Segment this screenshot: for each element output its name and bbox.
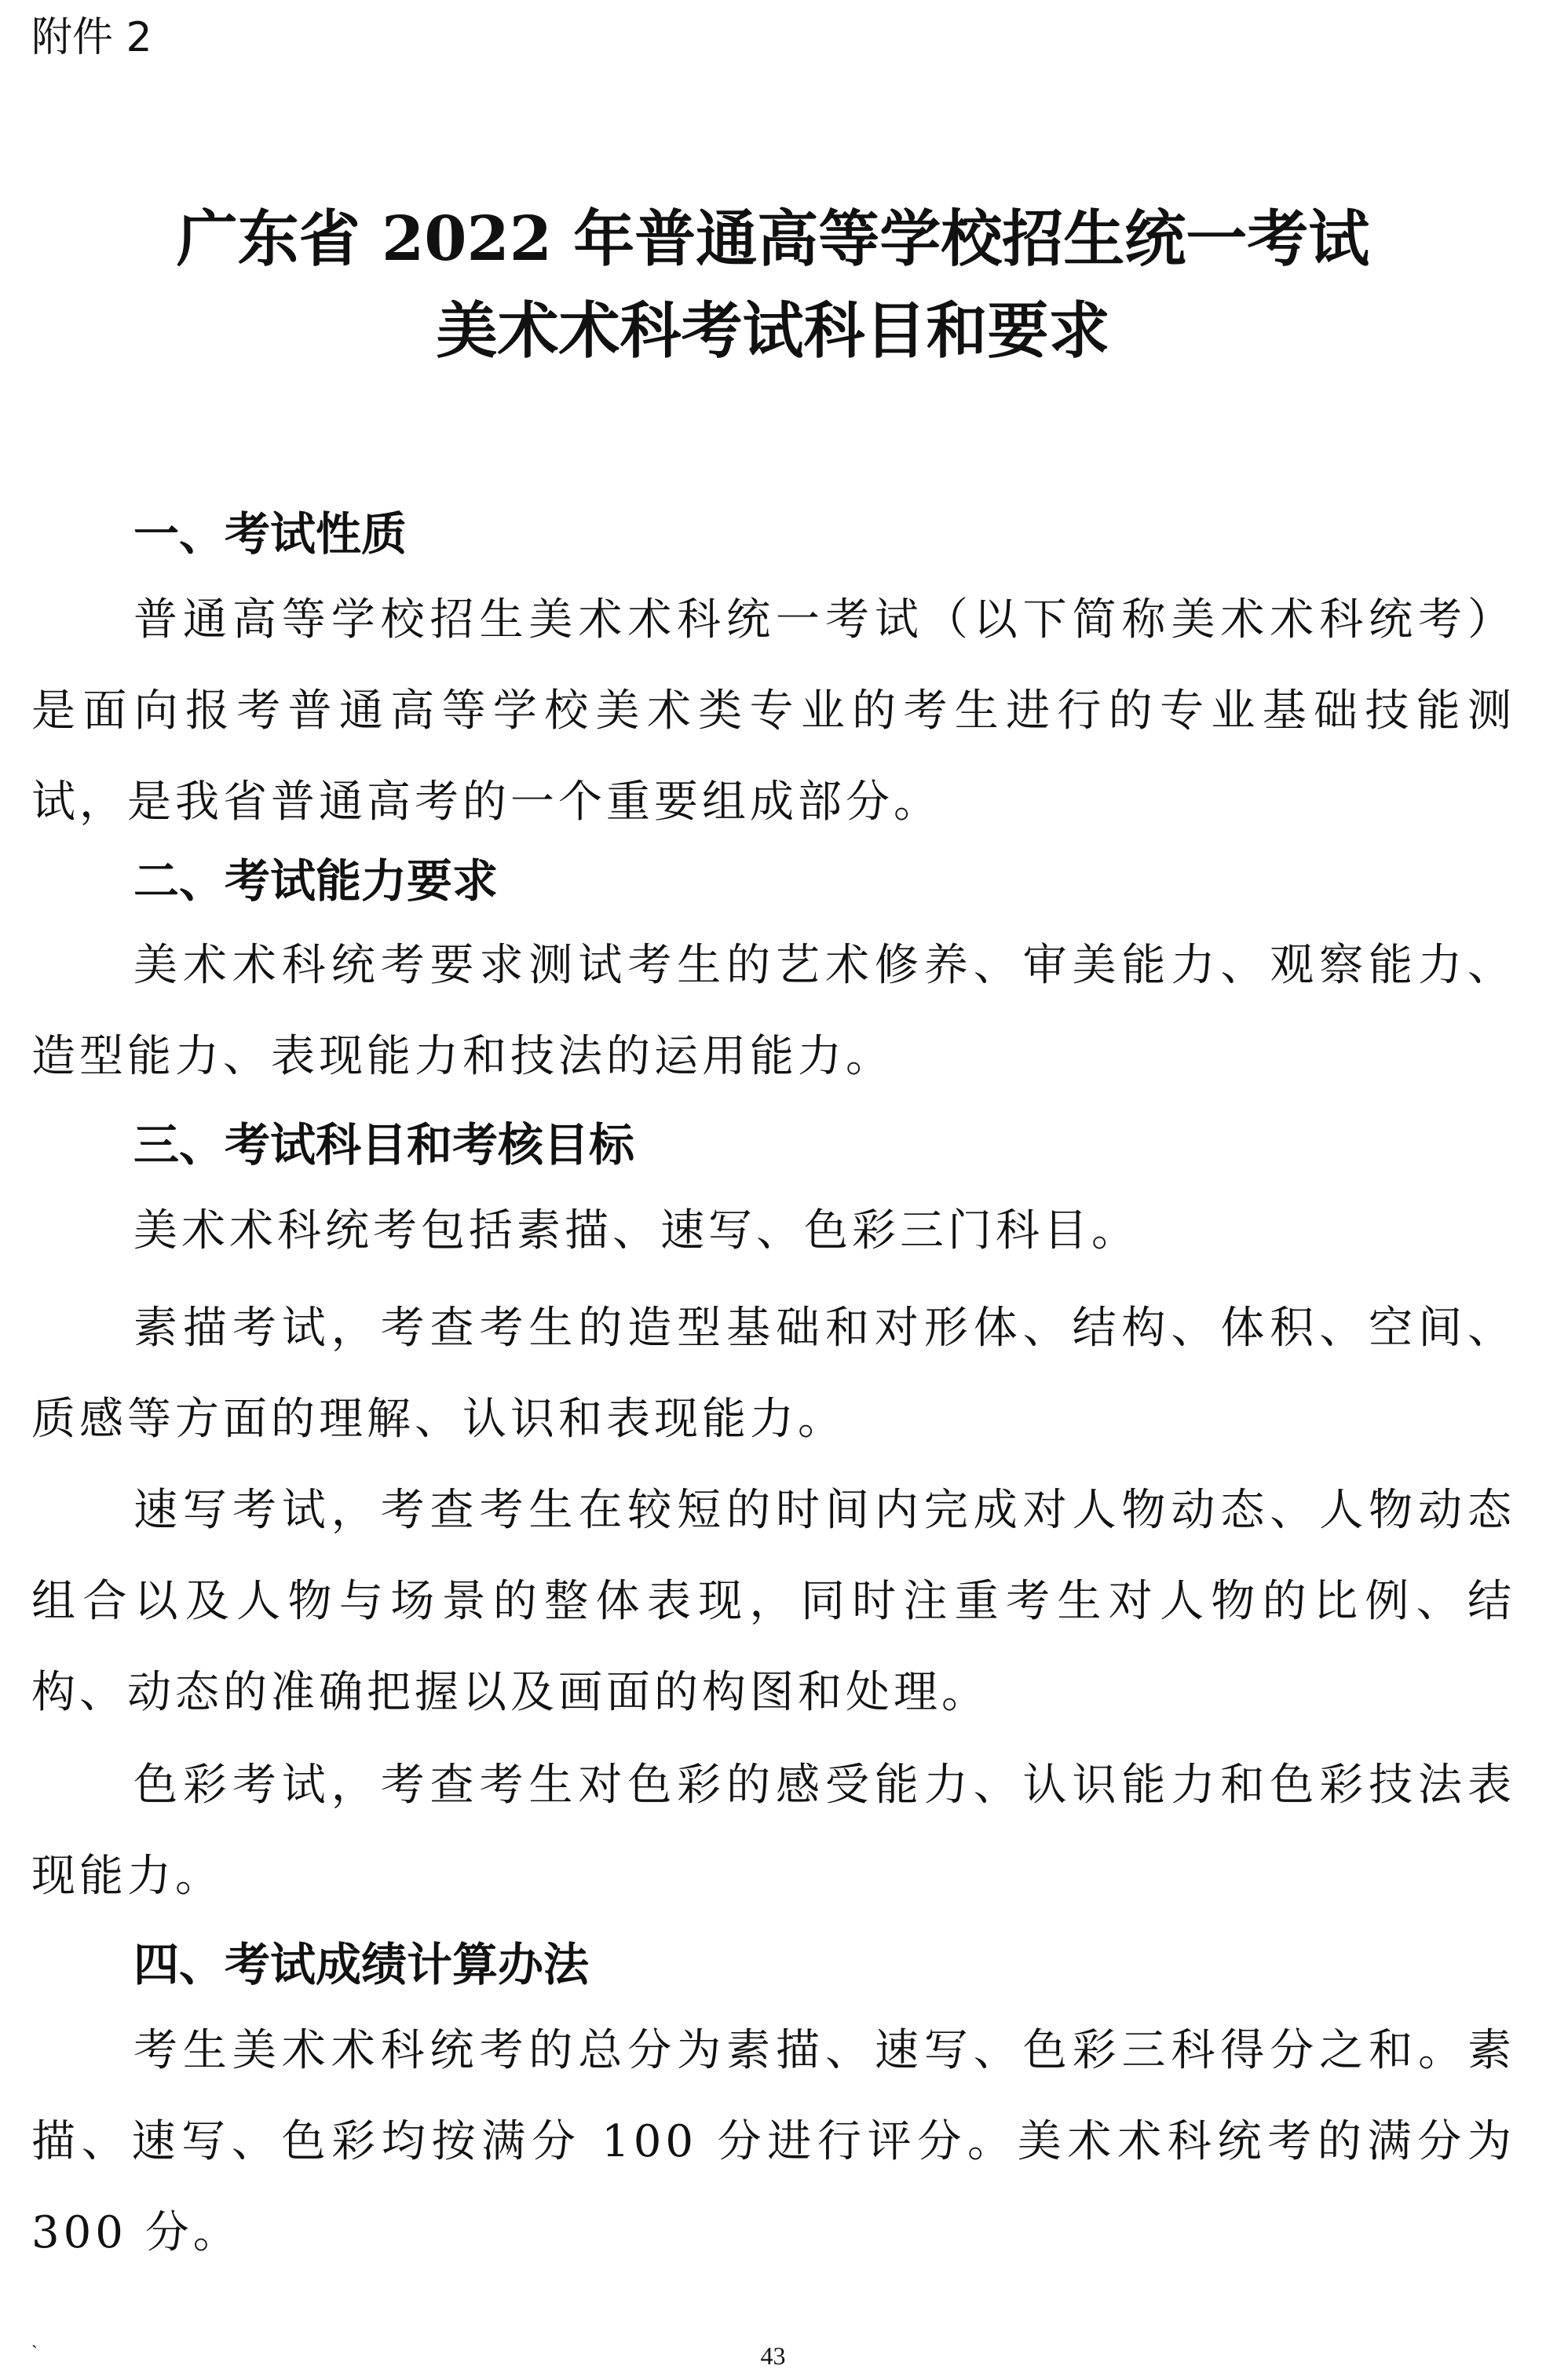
section-heading-subjects: 三、考试科目和考核目标 xyxy=(133,1118,635,1172)
document-title-line-1: 广东省 2022 年普通高等学校招生统一考试 xyxy=(176,203,1370,275)
section-heading-nature: 一、考试性质 xyxy=(133,507,408,561)
attachment-label: 附件 2 xyxy=(31,14,152,61)
section-heading-scoring: 四、考试成绩计算办法 xyxy=(133,1938,590,1991)
paragraph-exam-nature: 普通高等学校招生美术术科统一考试（以下简称美术术科统考）是面向报考普通高等学校美术类专业的考生进行的专业基础技能测试，是我省普通高考的一个重要组成部分。 xyxy=(31,594,1515,828)
paragraph-sketch-exam: 素描考试，考查考生的造型基础和对形体、结构、体积、空间、质感等方面的理解、认识和表现能力。 xyxy=(31,1303,1515,1445)
corner-mark: ` xyxy=(31,2343,38,2364)
paragraph-ability-requirements: 美术术科统考要求测试考生的艺术修养、审美能力、观察能力、造型能力、表现能力和技法的运用能力。 xyxy=(31,940,1515,1082)
section-heading-ability: 二、考试能力要求 xyxy=(133,854,499,908)
paragraph-color-exam: 色彩考试，考查考生对色彩的感受能力、认识能力和色彩技法表现能力。 xyxy=(31,1760,1515,1902)
document-title-line-2: 美术术科考试科目和要求 xyxy=(436,295,1110,367)
page-number: 43 xyxy=(760,2342,786,2370)
paragraph-quick-sketch-exam: 速写考试，考查考生在较短的时间内完成对人物动态、人物动态组合以及人物与场景的整体表现，同时注重考生对人物的比例、结构、动态的准确把握以及画面的构图和处理。 xyxy=(31,1485,1515,1718)
paragraph-scoring-method: 考生美术术科统考的总分为素描、速写、色彩三科得分之和。素描、速写、色彩均按满分 100 分进行评分。美术术科统考的满分为 300 分。 xyxy=(31,2025,1515,2258)
paragraph-subjects-overview: 美术术科统考包括素描、速写、色彩三门科目。 xyxy=(133,1205,1139,1256)
